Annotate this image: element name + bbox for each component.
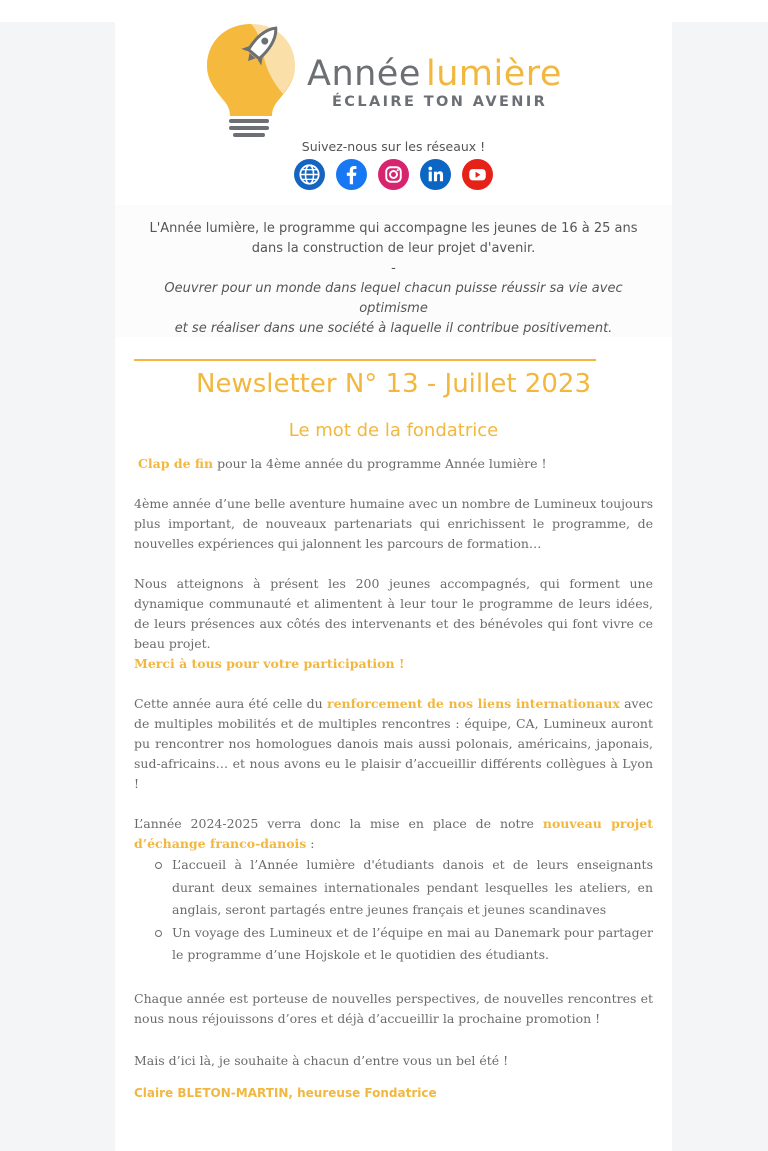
paragraph-international — [134, 694, 653, 794]
section-title: Le mot de la fondatrice — [288, 420, 499, 441]
divider-line — [134, 359, 596, 361]
spacer — [134, 967, 653, 989]
paragraph-projet-echange — [134, 814, 653, 854]
list-item: Un voyage des Lumineux et de l’équipe en mai au Danemark pour partager le programme d’une Hojskole et le quotidien des étudiants. — [172, 922, 653, 967]
paragraph-perspectives: Chaque année est porteuse de nouvelles perspectives, de nouvelles rencontres et nous nous réjouissons d’ores et déjà d’accueillir la prochaine promotion ! — [134, 990, 653, 1026]
facebook-link[interactable] — [336, 159, 367, 190]
paragraph-text: L’année 2024-2025 verra donc la mise en place de notre — [134, 816, 543, 831]
lightbulb-rocket-logo-icon — [203, 22, 303, 140]
list-item: L’accueil à l’Année lumière d'étudiants danois et de leurs enseignants durant deux semaines internationales pendant lesquelles les ateliers, en anglais, seront partagés entre jeunes français et jeunes scandinaves — [172, 854, 653, 922]
intro-line-1: L'Année lumière, le programme qui accompagne les jeunes de 16 à 25 ans — [149, 221, 638, 236]
intro-separator: - — [391, 261, 396, 276]
spacer — [134, 474, 653, 494]
instagram-link[interactable] — [378, 159, 409, 190]
signature: Claire BLETON-MARTIN, heureuse Fondatrice — [134, 1085, 437, 1100]
highlight-liens-internationaux: renforcement de nos liens internationaux — [327, 696, 620, 711]
paragraph-text: : — [306, 836, 315, 851]
paragraph-200-jeunes: Nous atteignons à présent les 200 jeunes accompagnés, qui forment une dynamique communauté et alimentent à leur tour le programme de leurs idées, de leurs présences aux côtés des intervenants et des bénévoles qui font vivre ce beau projet. — [134, 576, 653, 651]
globe-icon — [294, 159, 325, 190]
paragraph-bel-ete: Mais d’ici là, je souhaite à chacun d’entre vous un bel été ! — [134, 1052, 509, 1068]
paragraph-text: pour la 4ème année du programme Année lumière ! — [213, 456, 547, 471]
newsletter-card — [115, 22, 672, 1151]
youtube-icon — [462, 159, 493, 190]
mission-line-2: optimisme — [359, 301, 428, 316]
brand-tagline: ÉCLAIRE TON AVENIR — [332, 94, 548, 110]
brand-word-annee: Année — [307, 54, 421, 94]
social-links — [294, 159, 493, 190]
highlight-projet-franco-danois: nouveau projet d’échange franco-danois — [134, 816, 654, 851]
spacer — [134, 1029, 653, 1051]
article-body — [134, 454, 653, 1103]
mission-line-3: et se réaliser dans une société à laquelle il contribue positivement. — [174, 321, 613, 336]
spacer — [134, 674, 653, 694]
spacer — [134, 554, 653, 574]
exchange-list — [134, 854, 653, 967]
brand-name — [307, 54, 562, 94]
spacer — [134, 1071, 653, 1083]
intro-line-2: dans la construction de leur projet d'avenir. — [251, 241, 536, 256]
header — [115, 22, 672, 132]
brand-word-lumiere: lumière — [425, 54, 562, 94]
newsletter-title: Newsletter N° 13 - Juillet 2023 — [196, 369, 591, 399]
highlight-merci: Merci à tous pour votre participation ! — [134, 656, 405, 671]
paragraph-text: Cette année aura été celle du — [134, 696, 327, 711]
facebook-icon — [336, 159, 367, 190]
intro-block — [115, 205, 672, 337]
paragraph-clap-de-fin — [134, 454, 653, 474]
mission-line-1: Oeuvrer pour un monde dans lequel chacun puisse réussir sa vie avec — [164, 281, 623, 296]
spacer — [134, 794, 653, 814]
youtube-link[interactable] — [462, 159, 493, 190]
paragraph-aventure: 4ème année d’une belle aventure humaine avec un nombre de Lumineux toujours plus important, de nouveaux partenariats qui enrichissent le programme, de nouvelles expériences qui jalonnent les parcours de formation… — [134, 496, 653, 551]
paragraph-text: avec de multiples mobilités et de multiples rencontres : équipe, CA, Lumineux auront pu rencontrer nos homologues danois mais aussi polonais, américains, japonais, sud-africains… et nous avons eu le plaisir d’accueillir différents collègues à Lyon ! — [134, 696, 653, 791]
social-label: Suivez-nous sur les réseaux ! — [301, 139, 486, 154]
linkedin-icon — [420, 159, 451, 190]
website-link[interactable] — [294, 159, 325, 190]
top-band — [0, 0, 768, 22]
linkedin-link[interactable] — [420, 159, 451, 190]
instagram-icon — [378, 159, 409, 190]
highlight-clap-de-fin: Clap de fin — [137, 456, 214, 471]
